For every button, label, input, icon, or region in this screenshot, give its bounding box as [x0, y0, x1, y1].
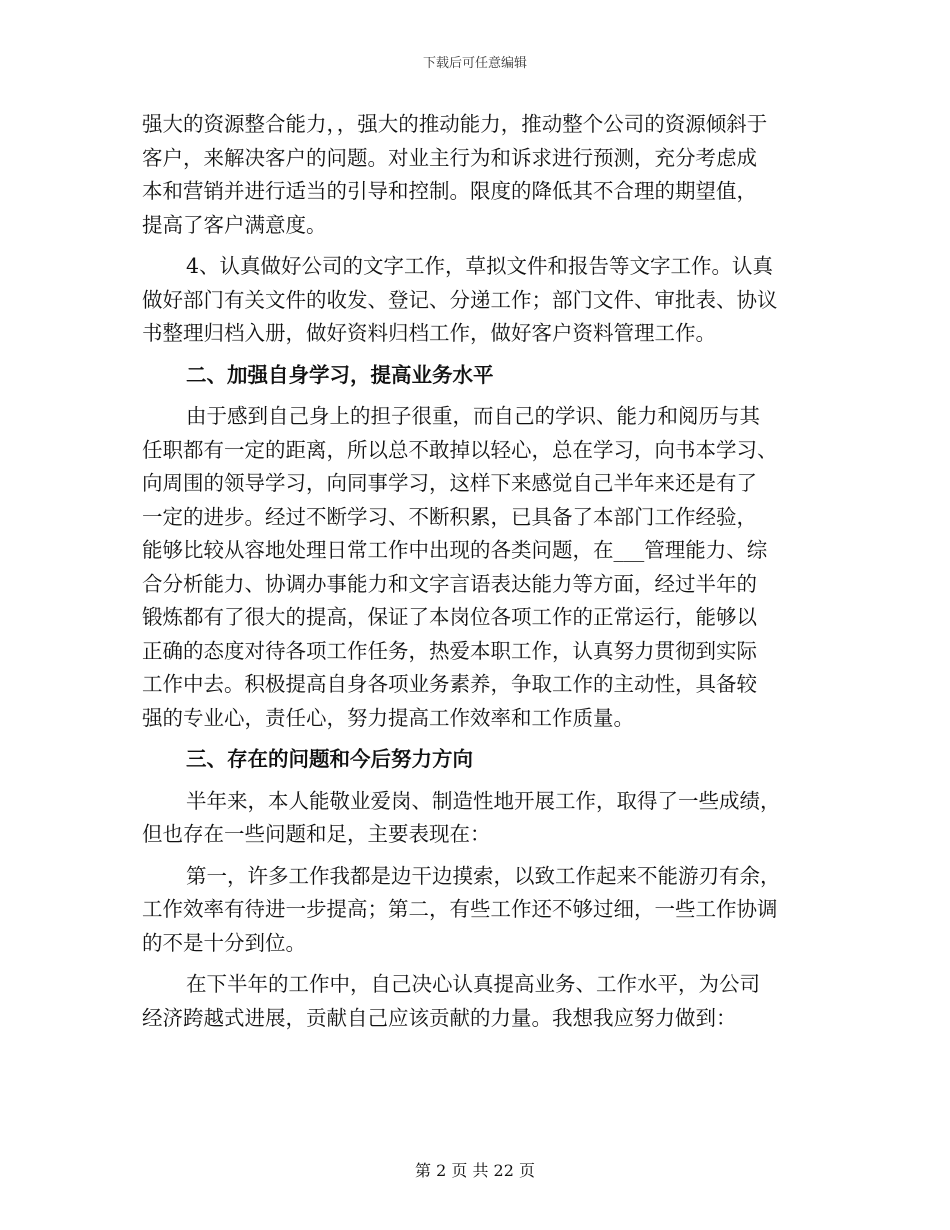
text-line: 正确的态度对待各项工作任务，热爱本职工作，认真努力贯彻到实际 — [142, 638, 757, 663]
text-line: 强大的资源整合能力，，强大的推动能力，推动整个公司的资源倾斜于 — [142, 112, 768, 136]
text-line: 向周围的领导学习，向同事学习，这样下来感觉自己半年来还是有了 — [142, 471, 757, 495]
text-line: 客户，来解决客户的问题。对业主行为和诉求进行预测，充分考虑成 — [142, 145, 757, 170]
paragraph-3 — [142, 400, 810, 735]
paragraph-2 — [142, 250, 810, 351]
text-line: 但也存在一些问题和足，主要表现在： — [142, 822, 491, 846]
document-body — [142, 108, 810, 1043]
text-line: 工作效率有待进一步提高；第二，有些工作还不够过细，一些工作协调 — [142, 897, 778, 921]
text-line: 4、认真做好公司的文字工作，草拟文件和报告等文字工作。认真 — [186, 254, 774, 278]
text-line: 任职都有一定的距离，所以总不敢掉以轻心，总在学习，向书本学习、 — [142, 437, 778, 462]
page-footer: 第 2 页 共 22 页 — [415, 1161, 535, 1180]
text-line: 能够比较从容地处理日常工作中出现的各类问题，在___管理能力、综 — [142, 538, 768, 562]
text-line: 书整理归档入册，做好资料归档工作，做好客户资料管理工作。 — [142, 321, 716, 345]
paragraph-1 — [142, 108, 810, 242]
text-line: 第一，许多工作我都是边干边摸索，以致工作起来不能游刃有余， — [186, 863, 781, 888]
text-line: 合分析能力、协调办事能力和文字言语表达能力等方面，经过半年的 — [142, 571, 757, 596]
paragraph-6 — [142, 968, 810, 1035]
paragraph-5 — [142, 860, 810, 961]
section-heading-3: 三、存在的问题和今后努力方向 — [186, 747, 473, 771]
text-line: 一定的进步。经过不断学习、不断积累，已具备了本部门工作经验， — [142, 504, 757, 529]
text-line: 在下半年的工作中，自己决心认真提高业务、工作水平，为公司 — [186, 972, 760, 996]
page-header: 下载后可任意编辑 — [422, 56, 527, 71]
paragraph-4 — [142, 785, 810, 852]
text-line: 工作中去。积极提高自身各项业务素养，争取工作的主动性，具备较 — [142, 672, 757, 696]
text-line: 经济跨越式进展，贡献自己应该贡献的力量。我想我应努力做到： — [142, 1005, 737, 1030]
text-line: 本和营销并进行适当的引导和控制。限度的降低其不合理的期望值， — [142, 179, 757, 203]
text-line: 半年来，本人能敬业爱岗、制造性地开展工作，取得了一些成绩， — [186, 788, 781, 813]
text-line: 强的专业心，责任心，努力提高工作效率和工作质量。 — [142, 705, 634, 730]
section-heading-2: 二、加强自身学习，提高业务水平 — [186, 362, 494, 387]
text-line: 做好部门有关文件的收发、登记、分递工作；部门文件、审批表、协议 — [142, 287, 778, 312]
text-line: 由于感到自己身上的担子很重，而自己的学识、能力和阅历与其 — [186, 404, 760, 428]
text-line: 的不是十分到位。 — [142, 930, 306, 955]
text-line: 锻炼都有了很大的提高，保证了本岗位各项工作的正常运行，能够以 — [142, 605, 757, 629]
text-line: 提高了客户满意度。 — [142, 212, 327, 237]
